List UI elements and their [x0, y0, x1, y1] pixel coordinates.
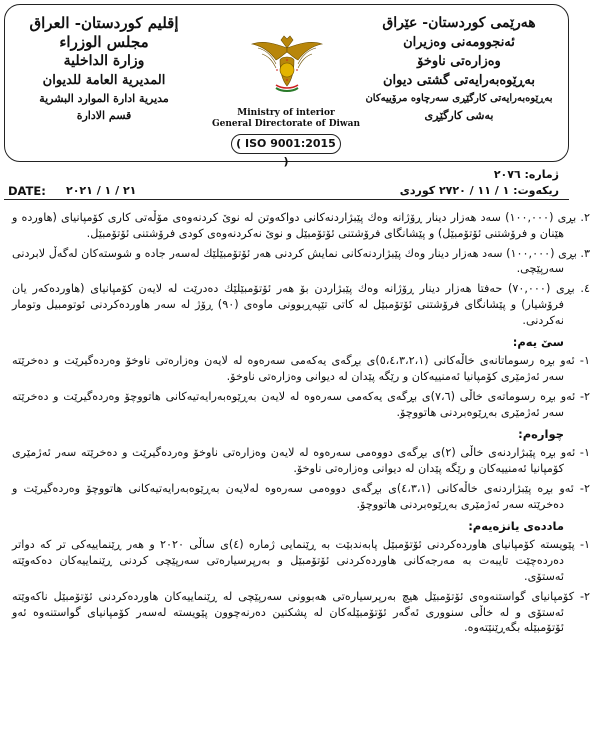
arabic-header-line: مجلس الوزراء — [59, 33, 149, 51]
document-body — [12, 210, 590, 640]
section-heading: سێ یەم: — [512, 334, 564, 349]
paragraph: ١- ئەو بڕە پێبژاردنەی خاڵی (٢)ی بڕگەی دووەمی سەرەوە لە لایەن وەزارەتی ناوخۆ وەردەگیرێت و دەخرێتە سەر ئەژمێری کۆمپانیا ئەمنییەکان و رێگە پێدان لە دیوانی وەزارەتی ناوخۆ. — [12, 446, 590, 476]
kurdish-header-line: ئەنجوومەنی وەزیران — [403, 35, 515, 50]
paragraph: ٣. بڕی (١٠٠,٠٠٠) سەد هەزار دینار وەك پێبژاردنەکانی نمایش کردنی هەر ئۆتۆمبێلێك لەسەر جادە و شوستەکان لەگەڵ لابردنی سەرپێچی. — [12, 246, 590, 276]
kurdish-date: ریکەوت: ١ / ١١ / ٢٧٢٠ کوردی — [399, 184, 559, 197]
paragraph: ٢- ئەو بڕە رسوماتەی خاڵی (٧،٦)ی بڕگەی یەکەمی سەرەوە لە لایەن بەڕێوەبەرایەتیەکانی هاتووچۆ وەردەگیرێت و دەخرێتە سەر ئەژمێری بەڕێوەبردنی هاتووچۆ. — [12, 389, 590, 419]
section-heading: ماددەی یانزەیەم: — [468, 518, 564, 533]
kurdish-header-line: بەشی کارگێڕی — [424, 109, 494, 122]
kurdistan-emblem-icon — [246, 30, 328, 96]
arabic-header-line: وزارة الداخلية — [63, 53, 145, 69]
kurdish-header — [359, 14, 559, 124]
arabic-header-line: إقليم كوردستان- العراق — [29, 14, 179, 32]
paragraph: ٢. بڕی (١٠٠,٠٠٠) سەد هەزار دینار ڕۆژانە وەك پێبژاردنەکانی دواکەوتن لە نوێ کردنەوەی مۆڵەتی کاری کۆمپانیای (هاوردە و هێنان و فرۆشتنی ئۆتۆمبێل) و پێشانگای فرۆشتنی ئۆتۆمبێل و نوێ نەکردنەوەی کودی فرۆشتنی ئۆتۆمبێل. — [12, 211, 590, 240]
date-label: DATE: — [8, 184, 46, 198]
arabic-header-line: قسم الادارة — [76, 109, 132, 122]
kurdish-header-line: وەزارەتی ناوخۆ — [417, 54, 501, 69]
header-divider — [4, 199, 569, 200]
iso-badge: ( ISO 9001:2015 ) — [231, 134, 341, 154]
date-value: ٢١ / ١ / ٢٠٢١ — [66, 184, 137, 197]
center-block — [196, 108, 376, 168]
paragraph: ٤. بڕی (٧٠,٠٠٠) حەفتا هەزار دینار ڕۆژانە وەك پێبژاردن بۆ هەر ئۆتۆمبێلێك دەدرێت لە لایەن کۆمپانیای (هاوردەکەر یان فرۆشیار) و پێشانگای فرۆشتنی ئۆتۆمبێل لە کاتی تێپەڕبوونی ماوەی (٩٠) ڕۆژ لە سەر هاوردەکردنی ئوتومبیل وتومار نەکردنی. — [12, 282, 590, 327]
directorate-english-line: General Directorate of Diwan — [211, 119, 361, 129]
kurdish-header-line: هەرێمی کوردستان- عێراق — [382, 15, 536, 31]
arabic-header — [14, 14, 194, 124]
kurdish-header-line: بەڕێوەبەرایەتی گشتی دیوان — [382, 73, 536, 88]
ministry-english-line: Ministry of interior — [237, 108, 335, 118]
section-heading: چوارەم: — [518, 426, 564, 441]
paragraph: ٢- کۆمپانیای گواستنەوەی ئۆتۆمبێل هیچ بەرپرسیارەتی هەبوونی سەرپێچی لە ڕێنماییەکان هاوردەکردنی ئۆتۆمبێل ناکەوێتە ئەستۆی و لە خاڵی سنووری ئەگەر ئۆتۆمبێلەکان لە پشکنین دەرنەچوون پێویستە لەسەر کۆمپانیای گواستنەوە ئەو ئۆتۆمبێلە بگەڕێنێتەوە. — [12, 589, 590, 635]
document-number: ژمارە: ٢٠٧٦ — [493, 168, 559, 181]
arabic-header-line: مديرية ادارة الموارد البشرية — [39, 92, 169, 105]
paragraph: ١- پێویستە کۆمپانیای هاوردەکردنی ئۆتۆمبێل پابەندبێت بە ڕێنمایی ژمارە (٤)ی ساڵی ٢٠٢٠ و هەر ڕێنماییەکی تر کە دواتر دەردەچێت تایبەت بە مەرجەکانی هاوردەکردنی ئۆتۆمبێل و بەرپرسیارەتی سەرپێچی کردنی ڕێنماییەکان دەکەوێتە ئەستۆی. — [12, 538, 590, 583]
paragraph: ٢- ئەو بڕە پێبژاردنەی خاڵەکانی (٤،٣،١)ی بڕگەی دووەمی سەرەوە لەلایەن بەڕێوەبەرایەتیەکانی هاتووچۆ وەردەگیرێت و دەخرێتە سەر ئەژمێری بەڕێوەبردنی هاتووچۆ. — [12, 481, 590, 511]
arabic-header-line: المديرية العامة للديوان — [42, 73, 166, 88]
kurdish-header-line: بەڕێوەبەرایەتی کارگێڕی سەرچاوە مرۆییەکان — [365, 93, 553, 104]
paragraph: ١- ئەو بڕە رسوماتانەی خاڵەکانی (٥،٤،٣،٢،١)ی بڕگەی یەکەمی سەرەوە لە لایەن وەزارەتی ناوخۆ وەردەگیرێت و دەخرێتە سەر ئەژمێری کۆمپانیا ئەمنییەکان و رێگە پێدان لە دیوانی وەزارەتی ناوخۆ. — [12, 354, 590, 384]
